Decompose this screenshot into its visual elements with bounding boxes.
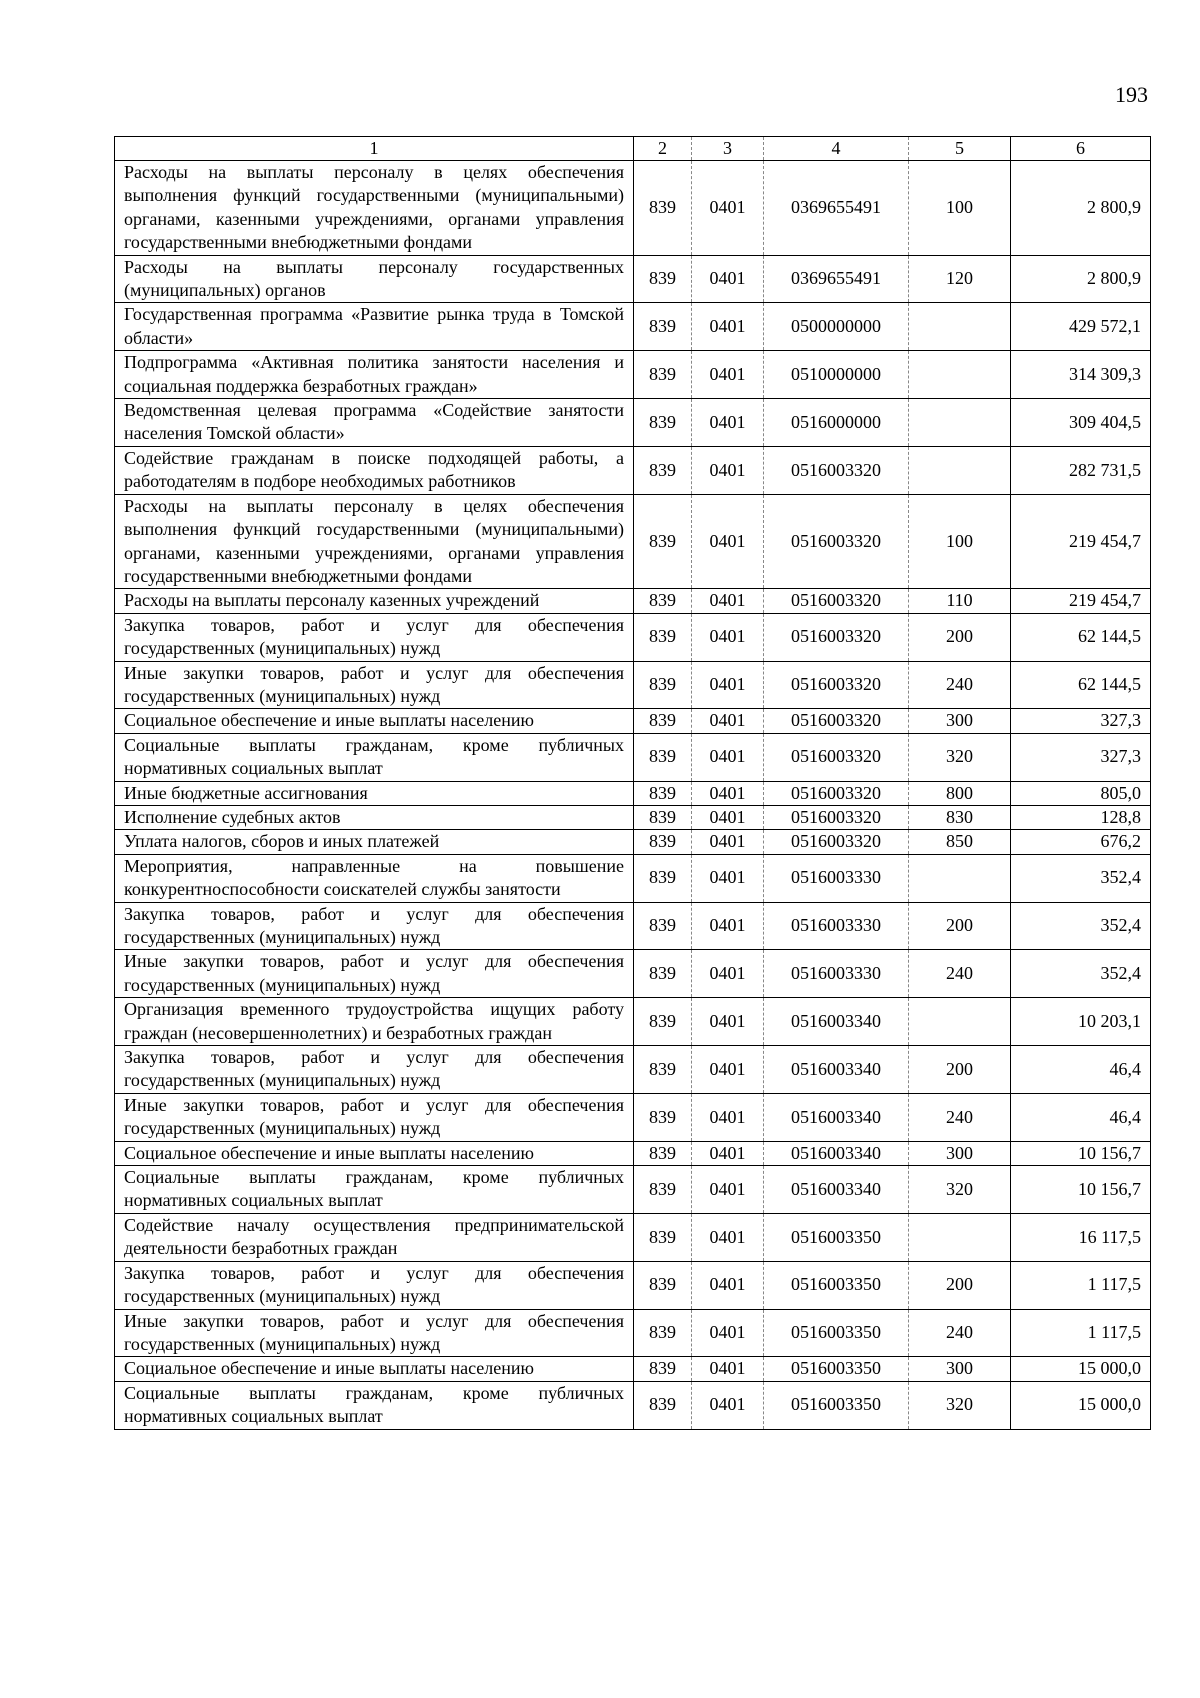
row-ministry-code: 839 — [634, 1166, 692, 1214]
row-expense-type — [909, 854, 1011, 902]
row-amount: 15 000,0 — [1011, 1357, 1151, 1381]
row-amount: 429 572,1 — [1011, 303, 1151, 351]
row-ministry-code: 839 — [634, 161, 692, 256]
row-amount: 327,3 — [1011, 733, 1151, 781]
row-target-code: 0369655491 — [764, 255, 909, 303]
row-amount: 46,4 — [1011, 1046, 1151, 1094]
table-row — [115, 1381, 1151, 1429]
table-row — [115, 709, 1151, 733]
row-ministry-code: 839 — [634, 661, 692, 709]
row-name: Подпрограмма «Активная политика занятости населения и социальная поддержка безработных граждан» — [115, 351, 634, 399]
row-section-code: 0401 — [692, 854, 764, 902]
row-expense-type: 200 — [909, 1046, 1011, 1094]
table-row — [115, 902, 1151, 950]
row-name: Иные закупки товаров, работ и услуг для обеспечения государственных (муниципальных) нужд — [115, 1093, 634, 1141]
row-amount: 314 309,3 — [1011, 351, 1151, 399]
row-name: Исполнение судебных актов — [115, 805, 634, 829]
row-target-code: 0516003340 — [764, 1166, 909, 1214]
table-row — [115, 1357, 1151, 1381]
row-ministry-code: 839 — [634, 1357, 692, 1381]
row-ministry-code: 839 — [634, 351, 692, 399]
budget-table — [114, 136, 1151, 1430]
table-row — [115, 661, 1151, 709]
row-ministry-code: 839 — [634, 303, 692, 351]
row-ministry-code: 839 — [634, 854, 692, 902]
row-target-code: 0516003330 — [764, 950, 909, 998]
row-target-code: 0516003320 — [764, 589, 909, 613]
row-target-code: 0516003320 — [764, 446, 909, 494]
row-target-code: 0516003320 — [764, 661, 909, 709]
row-section-code: 0401 — [692, 303, 764, 351]
row-section-code: 0401 — [692, 1093, 764, 1141]
row-name: Государственная программа «Развитие рынка труда в Томской области» — [115, 303, 634, 351]
row-expense-type: 200 — [909, 1261, 1011, 1309]
row-expense-type — [909, 446, 1011, 494]
row-section-code: 0401 — [692, 781, 764, 805]
row-amount: 676,2 — [1011, 830, 1151, 854]
row-ministry-code: 839 — [634, 1093, 692, 1141]
row-amount: 62 144,5 — [1011, 613, 1151, 661]
table-row — [115, 1261, 1151, 1309]
row-expense-type — [909, 1213, 1011, 1261]
table-row — [115, 399, 1151, 447]
row-expense-type: 320 — [909, 1381, 1011, 1429]
row-expense-type: 200 — [909, 902, 1011, 950]
row-name: Содействие гражданам в поиске подходящей работы, а работодателям в подборе необходимых работников — [115, 446, 634, 494]
row-ministry-code: 839 — [634, 781, 692, 805]
header-col-2: 2 — [634, 137, 692, 161]
row-expense-type: 100 — [909, 494, 1011, 589]
row-amount: 1 117,5 — [1011, 1309, 1151, 1357]
table-row — [115, 998, 1151, 1046]
table-row — [115, 1141, 1151, 1165]
row-ministry-code: 839 — [634, 446, 692, 494]
row-name: Ведомственная целевая программа «Содействие занятости населения Томской области» — [115, 399, 634, 447]
row-ministry-code: 839 — [634, 1046, 692, 1094]
row-name: Расходы на выплаты персоналу казенных учреждений — [115, 589, 634, 613]
row-target-code: 0516003320 — [764, 613, 909, 661]
row-section-code: 0401 — [692, 902, 764, 950]
row-name: Иные закупки товаров, работ и услуг для обеспечения государственных (муниципальных) нужд — [115, 1309, 634, 1357]
row-name: Мероприятия, направленные на повышение конкурентноспособности соискателей службы занятости — [115, 854, 634, 902]
row-amount: 16 117,5 — [1011, 1213, 1151, 1261]
row-section-code: 0401 — [692, 1357, 764, 1381]
row-section-code: 0401 — [692, 589, 764, 613]
row-amount: 62 144,5 — [1011, 661, 1151, 709]
budget-table-body — [115, 137, 1151, 1430]
row-target-code: 0516003320 — [764, 830, 909, 854]
row-name: Расходы на выплаты персоналу государственных (муниципальных) органов — [115, 255, 634, 303]
row-ministry-code: 839 — [634, 902, 692, 950]
row-expense-type: 320 — [909, 733, 1011, 781]
row-ministry-code: 839 — [634, 950, 692, 998]
row-target-code: 0510000000 — [764, 351, 909, 399]
row-name: Уплата налогов, сборов и иных платежей — [115, 830, 634, 854]
row-expense-type: 830 — [909, 805, 1011, 829]
row-ministry-code: 839 — [634, 255, 692, 303]
row-amount: 1 117,5 — [1011, 1261, 1151, 1309]
row-name: Расходы на выплаты персоналу в целях обеспечения выполнения функций государственными (муниципальными) органами, казенными учреждениями, органами управления государственными внебюджетными фондами — [115, 161, 634, 256]
page-number: 193 — [1115, 82, 1148, 107]
row-amount: 46,4 — [1011, 1093, 1151, 1141]
row-name: Закупка товаров, работ и услуг для обеспечения государственных (муниципальных) нужд — [115, 1046, 634, 1094]
row-expense-type: 800 — [909, 781, 1011, 805]
row-ministry-code: 839 — [634, 1261, 692, 1309]
table-row — [115, 1046, 1151, 1094]
row-expense-type — [909, 998, 1011, 1046]
row-expense-type: 240 — [909, 661, 1011, 709]
row-ministry-code: 839 — [634, 830, 692, 854]
header-col-6: 6 — [1011, 137, 1151, 161]
row-expense-type: 110 — [909, 589, 1011, 613]
row-name: Социальные выплаты гражданам, кроме публичных нормативных социальных выплат — [115, 1381, 634, 1429]
row-section-code: 0401 — [692, 661, 764, 709]
row-target-code: 0516003350 — [764, 1213, 909, 1261]
row-ministry-code: 839 — [634, 589, 692, 613]
row-expense-type — [909, 351, 1011, 399]
row-ministry-code: 839 — [634, 1141, 692, 1165]
row-target-code: 0516003320 — [764, 805, 909, 829]
row-amount: 219 454,7 — [1011, 494, 1151, 589]
row-section-code: 0401 — [692, 446, 764, 494]
row-amount: 219 454,7 — [1011, 589, 1151, 613]
row-expense-type: 850 — [909, 830, 1011, 854]
row-expense-type: 240 — [909, 950, 1011, 998]
table-row — [115, 255, 1151, 303]
row-target-code: 0516003340 — [764, 998, 909, 1046]
row-expense-type: 300 — [909, 1357, 1011, 1381]
table-row — [115, 781, 1151, 805]
row-ministry-code: 839 — [634, 998, 692, 1046]
row-name: Иные закупки товаров, работ и услуг для обеспечения государственных (муниципальных) нужд — [115, 661, 634, 709]
row-amount: 805,0 — [1011, 781, 1151, 805]
row-name: Расходы на выплаты персоналу в целях обеспечения выполнения функций государственными (муниципальными) органами, казенными учреждениями, органами управления государственными внебюджетными фондами — [115, 494, 634, 589]
row-amount: 352,4 — [1011, 854, 1151, 902]
header-row — [115, 137, 1151, 161]
row-name: Закупка товаров, работ и услуг для обеспечения государственных (муниципальных) нужд — [115, 613, 634, 661]
header-col-5: 5 — [909, 137, 1011, 161]
row-expense-type: 120 — [909, 255, 1011, 303]
table-row — [115, 589, 1151, 613]
row-amount: 10 156,7 — [1011, 1141, 1151, 1165]
row-target-code: 0516003350 — [764, 1309, 909, 1357]
row-name: Социальные выплаты гражданам, кроме публичных нормативных социальных выплат — [115, 733, 634, 781]
row-ministry-code: 839 — [634, 709, 692, 733]
table-row — [115, 351, 1151, 399]
table-row — [115, 805, 1151, 829]
row-target-code: 0516003340 — [764, 1093, 909, 1141]
row-amount: 282 731,5 — [1011, 446, 1151, 494]
row-expense-type: 240 — [909, 1309, 1011, 1357]
row-expense-type — [909, 399, 1011, 447]
row-target-code: 0516003320 — [764, 494, 909, 589]
row-name: Иные бюджетные ассигнования — [115, 781, 634, 805]
header-col-3: 3 — [692, 137, 764, 161]
row-amount: 309 404,5 — [1011, 399, 1151, 447]
row-section-code: 0401 — [692, 1261, 764, 1309]
header-col-4: 4 — [764, 137, 909, 161]
table-row — [115, 446, 1151, 494]
row-amount: 2 800,9 — [1011, 255, 1151, 303]
row-expense-type: 240 — [909, 1093, 1011, 1141]
row-section-code: 0401 — [692, 950, 764, 998]
row-expense-type: 200 — [909, 613, 1011, 661]
row-ministry-code: 839 — [634, 399, 692, 447]
row-section-code: 0401 — [692, 805, 764, 829]
row-section-code: 0401 — [692, 613, 764, 661]
header-col-1: 1 — [115, 137, 634, 161]
row-section-code: 0401 — [692, 1166, 764, 1214]
row-amount: 352,4 — [1011, 902, 1151, 950]
table-row — [115, 854, 1151, 902]
row-ministry-code: 839 — [634, 613, 692, 661]
row-amount: 15 000,0 — [1011, 1381, 1151, 1429]
row-section-code: 0401 — [692, 830, 764, 854]
table-row — [115, 303, 1151, 351]
row-section-code: 0401 — [692, 709, 764, 733]
row-expense-type: 300 — [909, 709, 1011, 733]
row-target-code: 0516003350 — [764, 1381, 909, 1429]
row-section-code: 0401 — [692, 733, 764, 781]
row-target-code: 0516003340 — [764, 1046, 909, 1094]
row-ministry-code: 839 — [634, 733, 692, 781]
row-ministry-code: 839 — [634, 1213, 692, 1261]
row-section-code: 0401 — [692, 1213, 764, 1261]
table-row — [115, 950, 1151, 998]
row-ministry-code: 839 — [634, 494, 692, 589]
row-expense-type — [909, 303, 1011, 351]
row-target-code: 0516003320 — [764, 733, 909, 781]
row-section-code: 0401 — [692, 1046, 764, 1094]
row-name: Иные закупки товаров, работ и услуг для обеспечения государственных (муниципальных) нужд — [115, 950, 634, 998]
row-section-code: 0401 — [692, 1141, 764, 1165]
row-target-code: 0500000000 — [764, 303, 909, 351]
row-target-code: 0516003330 — [764, 902, 909, 950]
row-name: Социальное обеспечение и иные выплаты населению — [115, 709, 634, 733]
row-section-code: 0401 — [692, 1381, 764, 1429]
row-ministry-code: 839 — [634, 1381, 692, 1429]
row-name: Содействие началу осуществления предпринимательской деятельности безработных граждан — [115, 1213, 634, 1261]
row-expense-type: 320 — [909, 1166, 1011, 1214]
row-amount: 128,8 — [1011, 805, 1151, 829]
table-row — [115, 613, 1151, 661]
row-name: Закупка товаров, работ и услуг для обеспечения государственных (муниципальных) нужд — [115, 902, 634, 950]
row-name: Социальное обеспечение и иные выплаты населению — [115, 1141, 634, 1165]
table-row — [115, 1166, 1151, 1214]
row-amount: 2 800,9 — [1011, 161, 1151, 256]
row-target-code: 0516000000 — [764, 399, 909, 447]
row-target-code: 0516003320 — [764, 781, 909, 805]
row-amount: 10 203,1 — [1011, 998, 1151, 1046]
row-section-code: 0401 — [692, 399, 764, 447]
row-section-code: 0401 — [692, 998, 764, 1046]
row-target-code: 0516003330 — [764, 854, 909, 902]
table-row — [115, 830, 1151, 854]
row-target-code: 0516003350 — [764, 1261, 909, 1309]
table-row — [115, 494, 1151, 589]
row-amount: 10 156,7 — [1011, 1166, 1151, 1214]
row-name: Организация временного трудоустройства ищущих работу граждан (несовершеннолетних) и безработных граждан — [115, 998, 634, 1046]
row-name: Закупка товаров, работ и услуг для обеспечения государственных (муниципальных) нужд — [115, 1261, 634, 1309]
row-target-code: 0516003340 — [764, 1141, 909, 1165]
row-name: Социальные выплаты гражданам, кроме публичных нормативных социальных выплат — [115, 1166, 634, 1214]
row-amount: 327,3 — [1011, 709, 1151, 733]
row-amount: 352,4 — [1011, 950, 1151, 998]
row-target-code: 0516003320 — [764, 709, 909, 733]
table-row — [115, 1093, 1151, 1141]
row-target-code: 0516003350 — [764, 1357, 909, 1381]
table-row — [115, 161, 1151, 256]
row-ministry-code: 839 — [634, 1309, 692, 1357]
table-row — [115, 1309, 1151, 1357]
row-ministry-code: 839 — [634, 805, 692, 829]
row-name: Социальное обеспечение и иные выплаты населению — [115, 1357, 634, 1381]
table-row — [115, 733, 1151, 781]
row-expense-type: 300 — [909, 1141, 1011, 1165]
row-section-code: 0401 — [692, 1309, 764, 1357]
row-expense-type: 100 — [909, 161, 1011, 256]
row-target-code: 0369655491 — [764, 161, 909, 256]
row-section-code: 0401 — [692, 255, 764, 303]
row-section-code: 0401 — [692, 351, 764, 399]
row-section-code: 0401 — [692, 494, 764, 589]
table-row — [115, 1213, 1151, 1261]
row-section-code: 0401 — [692, 161, 764, 256]
